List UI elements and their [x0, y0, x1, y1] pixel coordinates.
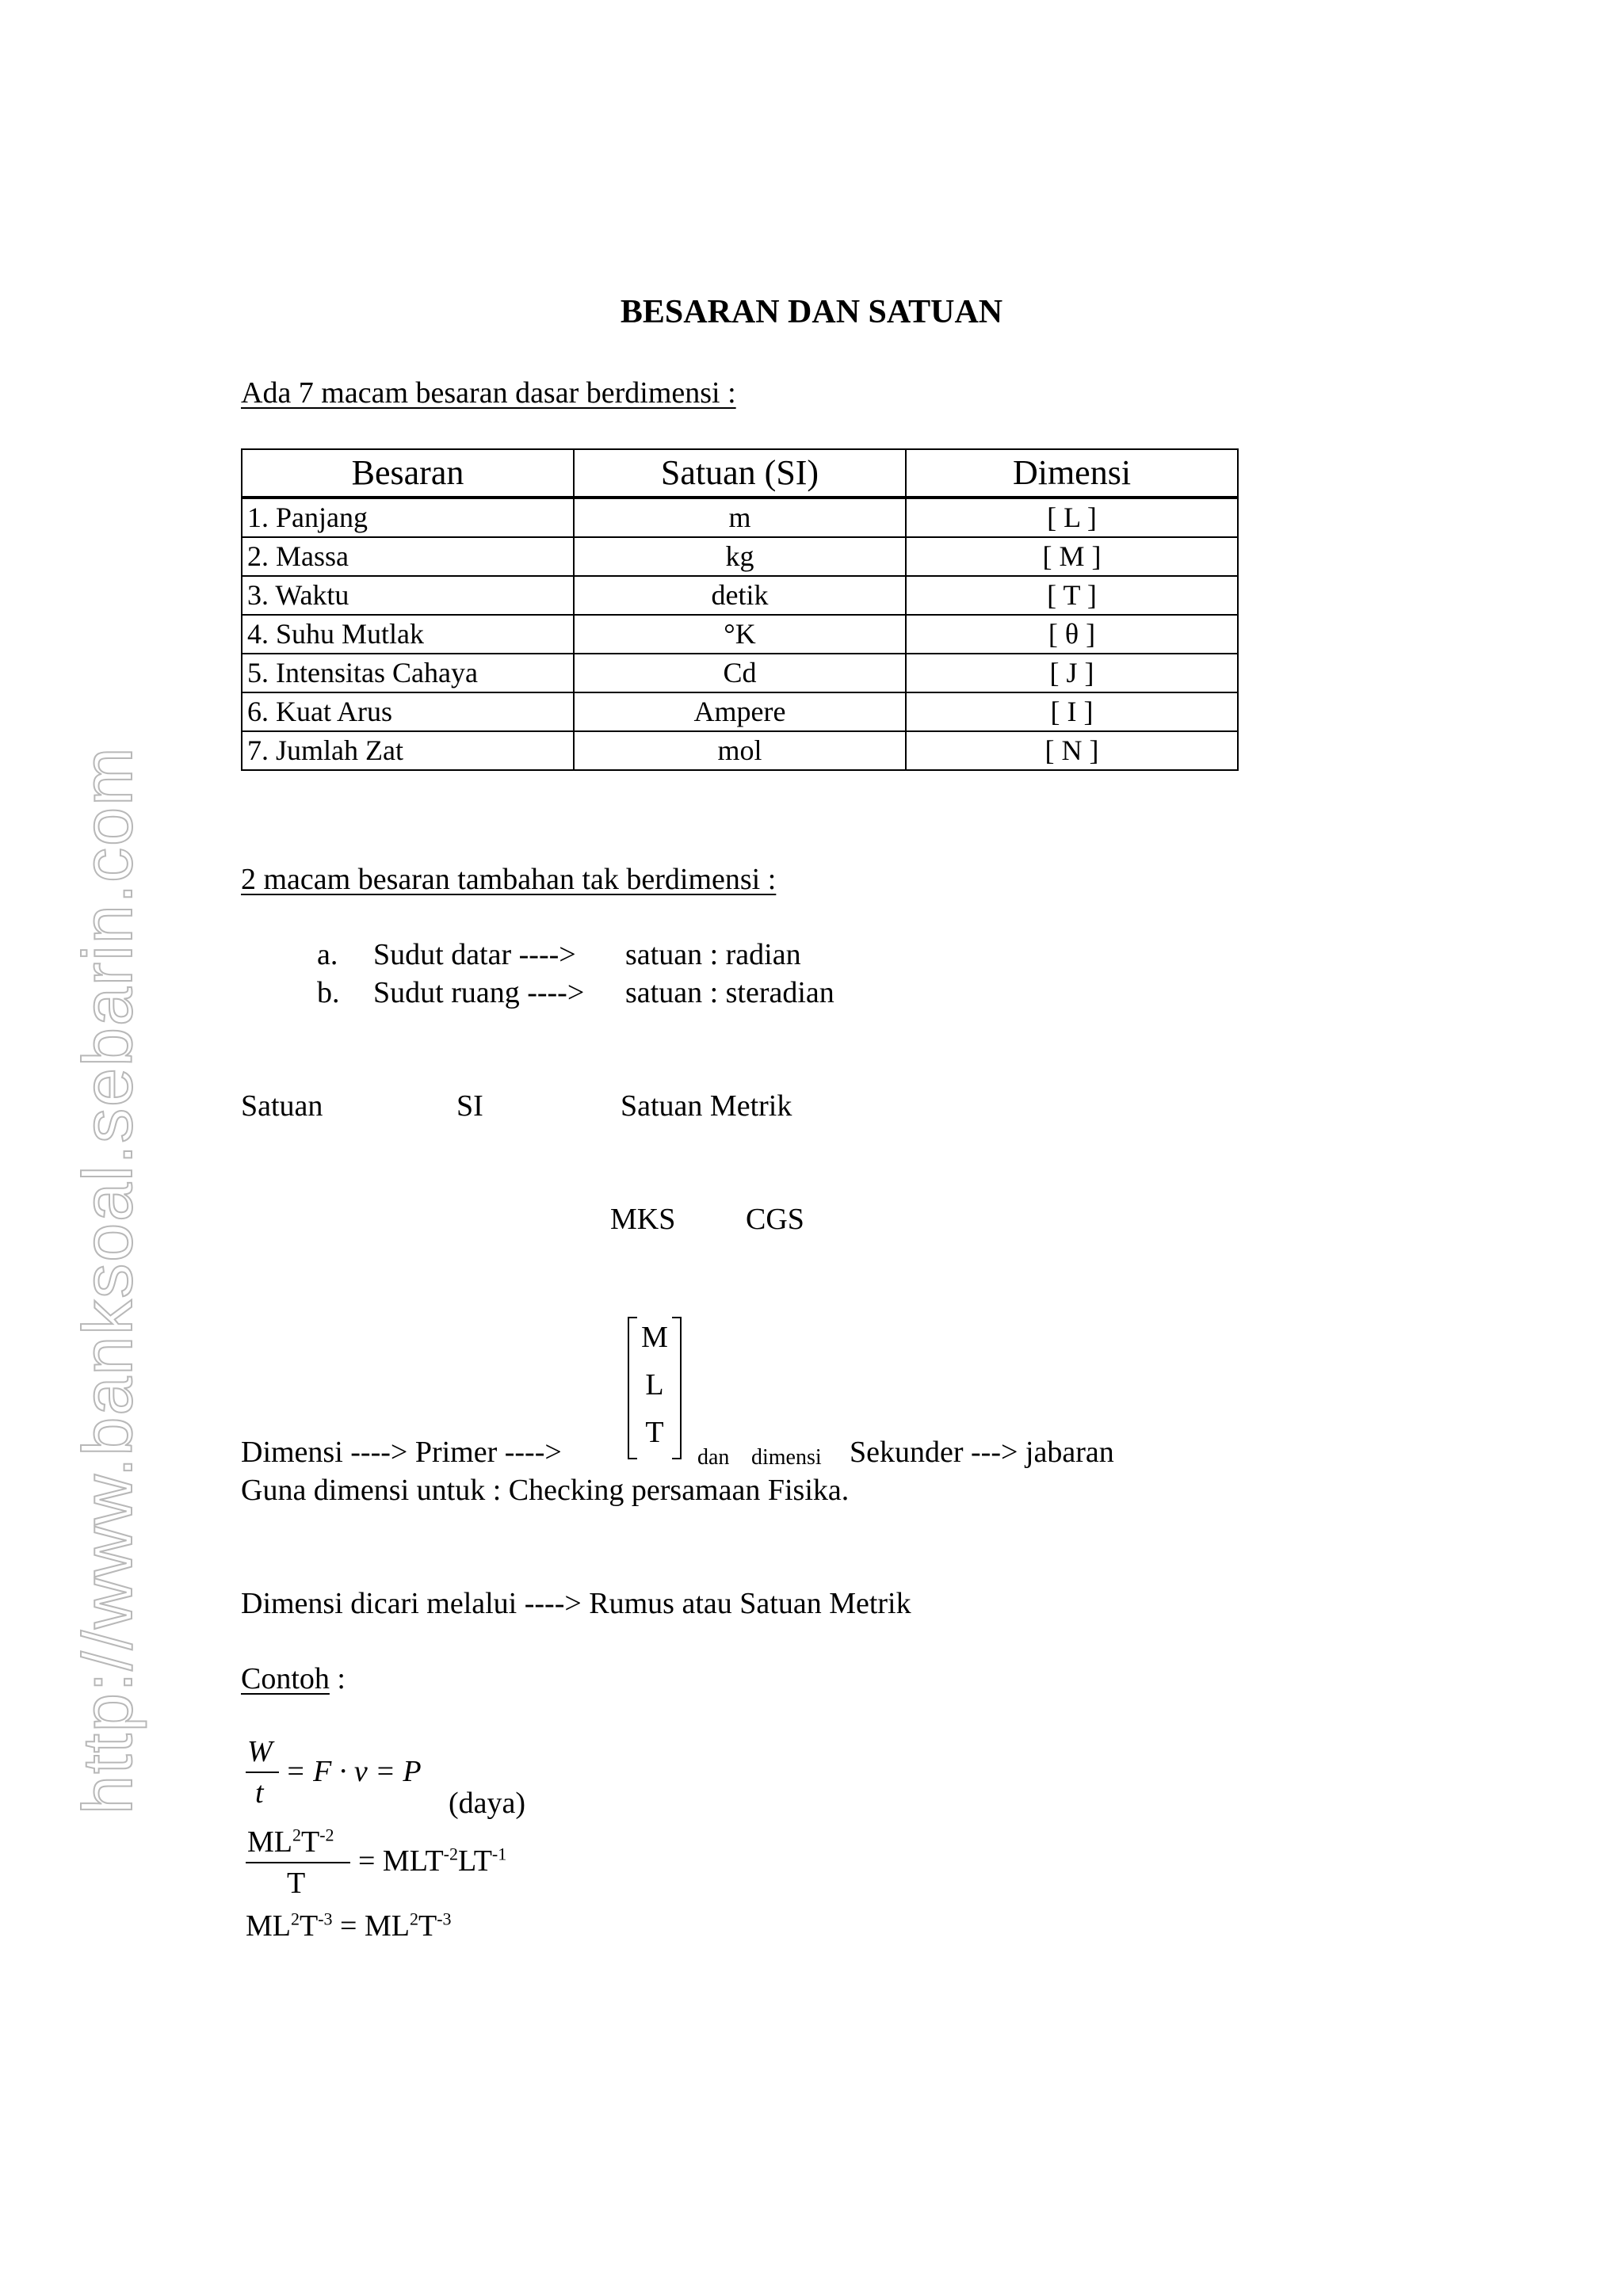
table-row	[242, 576, 1238, 615]
term: = MLT	[358, 1844, 444, 1878]
table-row	[242, 615, 1238, 654]
satuan-cell: mol	[574, 731, 906, 770]
formula-line2-denominator: T	[287, 1867, 306, 1900]
satuan-cell: Ampere	[574, 692, 906, 731]
mks-label: MKS	[610, 1203, 676, 1236]
table-row	[242, 654, 1238, 692]
formula-line2-numerator	[247, 1825, 334, 1859]
contoh-label: Contoh	[241, 1662, 330, 1695]
satuan-label: Satuan	[241, 1089, 323, 1123]
exponent: 2	[291, 1909, 300, 1929]
exponent: -3	[437, 1909, 452, 1929]
si-label: SI	[456, 1089, 483, 1123]
term: = ML	[332, 1909, 410, 1943]
guna-text: Guna dimensi untuk : Checking persamaan Fisika.	[241, 1474, 850, 1507]
list-item-unit: satuan : steradian	[625, 976, 834, 1009]
table-row	[242, 537, 1238, 576]
table-header-row	[242, 449, 1238, 498]
dimensi-cell: [ I ]	[906, 692, 1238, 731]
matrix-entry: T	[645, 1416, 664, 1449]
satuan-metrik-label: Satuan Metrik	[621, 1089, 792, 1123]
table-row	[242, 692, 1238, 731]
list-item-name: Sudut datar ---->	[373, 938, 576, 971]
exponent: -3	[318, 1909, 333, 1929]
cgs-label: CGS	[746, 1203, 804, 1236]
term: T	[300, 1909, 319, 1943]
dimensi-cell: [ L ]	[906, 498, 1238, 537]
tambahan-heading: 2 macam besaran tambahan tak berdimensi :	[241, 863, 777, 896]
exponent: 2	[292, 1825, 301, 1845]
formula-rhs: = F · v = P	[285, 1755, 422, 1788]
table-row	[242, 498, 1238, 537]
formula-numerator: W	[247, 1735, 273, 1768]
besaran-cell: 6. Kuat Arus	[242, 692, 574, 731]
dimensi-small-text: dimensi	[751, 1445, 822, 1470]
dimension-matrix	[628, 1317, 682, 1456]
satuan-cell: m	[574, 498, 906, 537]
dimensi-cell: [ J ]	[906, 654, 1238, 692]
dan-text: dan	[697, 1445, 730, 1470]
formula-line3	[246, 1909, 452, 1943]
dimensi-cell: [ M ]	[906, 537, 1238, 576]
list-item-name: Sudut ruang ---->	[373, 976, 585, 1009]
page-title: BESARAN DAN SATUAN	[620, 294, 1003, 330]
satuan-cell: kg	[574, 537, 906, 576]
term: ML	[247, 1825, 292, 1859]
exponent: 2	[409, 1909, 418, 1929]
column-header: Dimensi	[906, 449, 1238, 498]
satuan-cell: Cd	[574, 654, 906, 692]
matrix-entry: M	[641, 1321, 668, 1354]
table-row	[242, 731, 1238, 770]
besaran-cell: 7. Jumlah Zat	[242, 731, 574, 770]
exponent: -1	[491, 1844, 507, 1864]
contoh-heading	[241, 1661, 346, 1696]
term: ML	[246, 1909, 291, 1943]
term: T	[301, 1825, 320, 1859]
matrix-entry: L	[645, 1368, 664, 1402]
column-header: Satuan (SI)	[574, 449, 906, 498]
exponent: -2	[443, 1844, 458, 1864]
list-item-unit: satuan : radian	[625, 938, 801, 971]
dimensi-cell: [ N ]	[906, 731, 1238, 770]
formula-line2-rhs	[358, 1844, 506, 1878]
besaran-table	[241, 448, 1239, 771]
list-item-letter: a.	[317, 938, 338, 971]
sekunder-text: Sekunder ---> jabaran	[850, 1436, 1114, 1469]
dimensi-cell: [ T ]	[906, 576, 1238, 615]
watermark: http://www.banksoal.sebarin.com	[68, 746, 147, 1814]
satuan-cell: °K	[574, 615, 906, 654]
term: T	[418, 1909, 437, 1943]
list-item-letter: b.	[317, 976, 340, 1009]
intro-text: Ada 7 macam besaran dasar berdimensi :	[241, 376, 736, 410]
dimensi-cell: [ θ ]	[906, 615, 1238, 654]
fraction-bar	[246, 1772, 279, 1773]
besaran-cell: 1. Panjang	[242, 498, 574, 537]
column-header: Besaran	[242, 449, 574, 498]
dicari-text: Dimensi dicari melalui ----> Rumus atau Satuan Metrik	[241, 1587, 911, 1620]
fraction-bar	[246, 1862, 350, 1863]
besaran-cell: 5. Intensitas Cahaya	[242, 654, 574, 692]
daya-label: (daya)	[449, 1787, 526, 1820]
exponent: -2	[319, 1825, 334, 1845]
dimensi-primer-text: Dimensi ----> Primer ---->	[241, 1436, 562, 1469]
besaran-cell: 2. Massa	[242, 537, 574, 576]
contoh-colon: :	[329, 1662, 346, 1695]
besaran-cell: 4. Suhu Mutlak	[242, 615, 574, 654]
besaran-cell: 3. Waktu	[242, 576, 574, 615]
satuan-cell: detik	[574, 576, 906, 615]
formula-denominator: t	[255, 1776, 264, 1810]
term: LT	[457, 1844, 492, 1878]
